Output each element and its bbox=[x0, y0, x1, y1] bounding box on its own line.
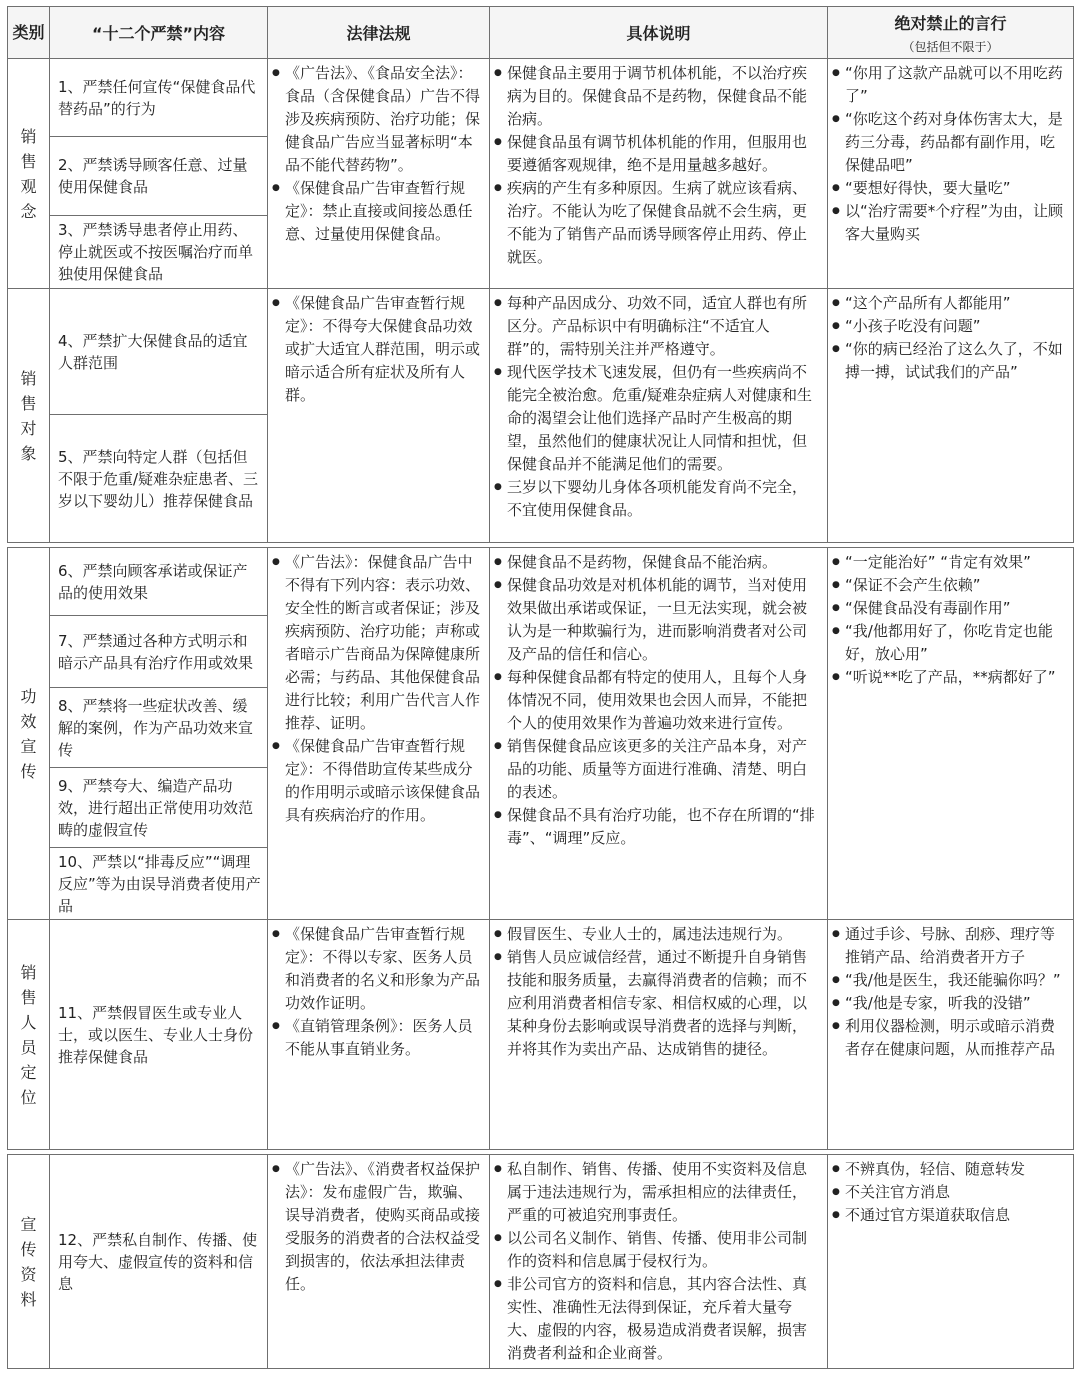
item-cell: 12、严禁私自制作、传播、使用夸大、虚假宣传的资料和信息 bbox=[50, 1155, 268, 1369]
list-item: ● 疾病的产生有多种原因。生病了就应该看病、治疗。不能认为吃了保健食品就不会生病，更不能为了销售产品而诱导顾客停止用药、停止就医。 bbox=[494, 177, 821, 269]
list-item: ● 三岁以下婴幼儿身体各项机能发育尚不完全，不宜使用保健食品。 bbox=[494, 476, 821, 522]
list-item: ● 《广告法》：保健食品广告中不得有下列内容：表示功效、安全性的断言或者保证；涉及疾病预防、治疗功能；声称或者暗示广告商品为保障健康所必需；与药品、其他保健食品进行比较；利用广告代言人作推荐、证明。 bbox=[272, 551, 483, 735]
item-cell: 6、严禁向顾客承诺或保证产品的使用效果 bbox=[50, 548, 268, 616]
header-row bbox=[8, 7, 1074, 59]
list-item: ● “你吃这个药对身体伤害太大，是药三分毒，药品都有副作用，吃保健品吧” bbox=[832, 108, 1067, 177]
explain-cell bbox=[490, 920, 828, 1150]
list-item: ● 通过手诊、号脉、刮痧、理疗等推销产品、给消费者开方子 bbox=[832, 923, 1067, 969]
list-item: ● “这个产品所有人都能用” bbox=[832, 292, 1067, 315]
forbidden-cell bbox=[828, 548, 1074, 920]
list-item: ● 《广告法》、《食品安全法》：食品（含保健食品）广告不得涉及疾病预防、治疗功能；保健食品广告应当显著标明“本品不能代替药物”。 bbox=[272, 62, 483, 177]
header-category: 类别 bbox=[8, 7, 50, 59]
item-cell: 11、严禁假冒医生或专业人士，或以医生、专业人士身份推荐保健食品 bbox=[50, 920, 268, 1150]
category-cell: 功效宣传 bbox=[8, 548, 50, 920]
list-item: ● 《广告法》、《消费者权益保护法》：发布虚假广告，欺骗、误导消费者，使购买商品或接受服务的消费者的合法权益受到损害的，依法承担法律责任。 bbox=[272, 1158, 483, 1296]
list-item: ● 保健食品虽有调节机体机能的作用，但服用也要遵循客观规律，绝不是用量越多越好。 bbox=[494, 131, 821, 177]
list-item: ● 保健食品主要用于调节机体机能，不以治疗疾病为目的。保健食品不是药物，保健食品不能治病。 bbox=[494, 62, 821, 131]
list-item: ● “听说**吃了产品，**病都好了” bbox=[832, 666, 1067, 689]
list-item: ● 不辨真伪，轻信、随意转发 bbox=[832, 1158, 1067, 1181]
explain-cell bbox=[490, 59, 828, 289]
forbidden-cell bbox=[828, 1155, 1074, 1369]
list-item: ● 现代医学技术飞速发展，但仍有一些疾病尚不能完全被治愈。危重/疑难杂症病人对健康和生命的渴望会让他们选择产品时产生极高的期望，虽然他们的健康状况让人同情和担忧，但保健食品并不能满足他们的需要。 bbox=[494, 361, 821, 476]
law-cell bbox=[268, 1155, 490, 1369]
list-item: ● 《保健食品广告审查暂行规定》：不得夸大保健食品功效或扩大适宜人群范围，明示或暗示适合所有症状及所有人群。 bbox=[272, 292, 483, 407]
forbidden-cell bbox=[828, 289, 1074, 543]
item-cell: 4、严禁扩大保健食品的适宜人群范围 bbox=[50, 289, 268, 415]
category-cell: 销售人员定位 bbox=[8, 920, 50, 1150]
header-forbidden-title: 绝对禁止的言行 bbox=[894, 13, 1007, 33]
list-item: ● “保证不会产生依赖” bbox=[832, 574, 1067, 597]
table-row bbox=[8, 548, 1074, 616]
explain-cell bbox=[490, 1155, 828, 1369]
item-cell: 9、严禁夸大、编造产品功效，进行超出正常使用功效范畴的虚假宣传 bbox=[50, 768, 268, 848]
table-block-3 bbox=[7, 1154, 1074, 1369]
list-item: ● 利用仪器检测，明示或暗示消费者存在健康问题，从而推荐产品 bbox=[832, 1015, 1067, 1061]
table-row bbox=[8, 289, 1074, 415]
list-item: ● 《保健食品广告审查暂行规定》：不得以专家、医务人员和消费者的名义和形象为产品功效作证明。 bbox=[272, 923, 483, 1015]
list-item: ● 每种产品因成分、功效不同，适宜人群也有所区分。产品标识中有明确标注“不适宜人群”的，需特别关注并严格遵守。 bbox=[494, 292, 821, 361]
item-cell: 10、严禁以“排毒反应”“调理反应”等为由误导消费者使用产品 bbox=[50, 848, 268, 920]
list-item: ● “要想好得快，要大量吃” bbox=[832, 177, 1067, 200]
header-forbidden bbox=[828, 7, 1074, 59]
table-row bbox=[8, 59, 1074, 137]
list-item: ● 保健食品不是药物，保健食品不能治病。 bbox=[494, 551, 821, 574]
item-cell: 5、严禁向特定人群（包括但不限于危重/疑难杂症患者、三岁以下婴幼儿）推荐保健食品 bbox=[50, 415, 268, 543]
forbidden-cell bbox=[828, 920, 1074, 1150]
list-item: ● 非公司官方的资料和信息，其内容合法性、真实性、准确性无法得到保证，充斥着大量夸大、虚假的内容，极易造成消费者误解，损害消费者利益和企业商誉。 bbox=[494, 1273, 821, 1365]
header-item: “十二个严禁”内容 bbox=[50, 7, 268, 59]
list-item: ● “我/他都用好了，你吃肯定也能好，放心用” bbox=[832, 620, 1067, 666]
list-item: ● “我/他是医生，我还能骗你吗？” bbox=[832, 969, 1067, 992]
table-row bbox=[8, 920, 1074, 1150]
category-cell: 销售观念 bbox=[8, 59, 50, 289]
list-item: ● “保健食品没有毒副作用” bbox=[832, 597, 1067, 620]
header-forbidden-sub: （包括但不限于） bbox=[902, 39, 999, 54]
table-block-2 bbox=[7, 547, 1074, 1150]
list-item: ● 销售人员应诚信经营，通过不断提升自身销售技能和服务质量，去赢得消费者的信赖；而不应利用消费者相信专家、相信权威的心理，以某种身份去影响或误导消费者的选择与判断，并将其作为卖出产品、达成销售的捷径。 bbox=[494, 946, 821, 1061]
table-row bbox=[8, 1155, 1074, 1369]
law-cell bbox=[268, 548, 490, 920]
category-cell: 销售对象 bbox=[8, 289, 50, 543]
list-item: ● 每种保健食品都有特定的使用人，且每个人身体情况不同，使用效果也会因人而异，不能把个人的使用效果作为普遍功效来进行宣传。 bbox=[494, 666, 821, 735]
list-item: ● “一定能治好” “肯定有效果” bbox=[832, 551, 1067, 574]
list-item: ● 不关注官方消息 bbox=[832, 1181, 1067, 1204]
list-item: ● 销售保健食品应该更多的关注产品本身，对产品的功能、质量等方面进行准确、清楚、明白的表述。 bbox=[494, 735, 821, 804]
item-cell: 7、严禁通过各种方式明示和暗示产品具有治疗作用或效果 bbox=[50, 616, 268, 688]
list-item: ● 保健食品不具有治疗功能，也不存在所谓的“排毒”、“调理”反应。 bbox=[494, 804, 821, 850]
list-item: ● 《保健食品广告审查暂行规定》：禁止直接或间接怂恿任意、过量使用保健食品。 bbox=[272, 177, 483, 246]
regulation-table-wrapper bbox=[7, 6, 1073, 1369]
forbidden-cell bbox=[828, 59, 1074, 289]
list-item: ● 以公司名义制作、销售、传播、使用非公司制作的资料和信息属于侵权行为。 bbox=[494, 1227, 821, 1273]
header-law: 法律法规 bbox=[268, 7, 490, 59]
list-item: ● 保健食品功效是对机体机能的调节，当对使用效果做出承诺或保证，一旦无法实现，就会被认为是一种欺骗行为，进而影响消费者对公司及产品的信任和信心。 bbox=[494, 574, 821, 666]
list-item: ● 《保健食品广告审查暂行规定》：不得借助宣传某些成分的作用明示或暗示该保健食品具有疾病治疗的作用。 bbox=[272, 735, 483, 827]
law-cell bbox=[268, 920, 490, 1150]
list-item: ● 假冒医生、专业人士的，属违法违规行为。 bbox=[494, 923, 821, 946]
law-cell bbox=[268, 59, 490, 289]
table-block-1 bbox=[7, 6, 1074, 543]
law-cell bbox=[268, 289, 490, 543]
list-item: ● 不通过官方渠道获取信息 bbox=[832, 1204, 1067, 1227]
item-cell: 1、严禁任何宣传“保健食品代替药品”的行为 bbox=[50, 59, 268, 137]
list-item: ● “我/他是专家，听我的没错” bbox=[832, 992, 1067, 1015]
list-item: ● 以“治疗需要*个疗程”为由，让顾客大量购买 bbox=[832, 200, 1067, 246]
item-cell: 2、严禁诱导顾客任意、过量使用保健食品 bbox=[50, 137, 268, 216]
item-cell: 8、严禁将一些症状改善、缓解的案例，作为产品功效来宣传 bbox=[50, 688, 268, 768]
category-cell: 宣传资料 bbox=[8, 1155, 50, 1369]
header-explain: 具体说明 bbox=[490, 7, 828, 59]
list-item: ● 《直销管理条例》：医务人员不能从事直销业务。 bbox=[272, 1015, 483, 1061]
list-item: ● “你的病已经治了这么久了，不如搏一搏，试试我们的产品” bbox=[832, 338, 1067, 384]
explain-cell bbox=[490, 548, 828, 920]
explain-cell bbox=[490, 289, 828, 543]
list-item: ● “小孩子吃没有问题” bbox=[832, 315, 1067, 338]
list-item: ● 私自制作、销售、传播、使用不实资料及信息属于违法违规行为，需承担相应的法律责任，严重的可被追究刑事责任。 bbox=[494, 1158, 821, 1227]
list-item: ● “你用了这款产品就可以不用吃药了” bbox=[832, 62, 1067, 108]
item-cell: 3、严禁诱导患者停止用药、停止就医或不按医嘱治疗而单独使用保健食品 bbox=[50, 216, 268, 289]
